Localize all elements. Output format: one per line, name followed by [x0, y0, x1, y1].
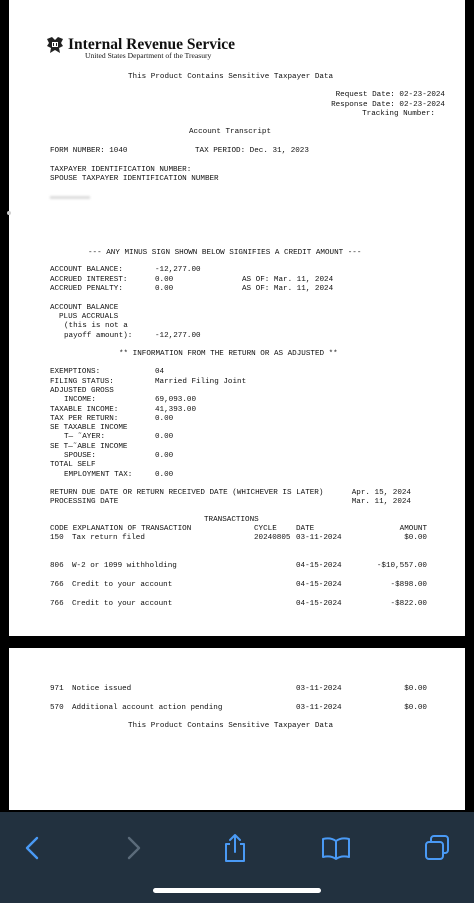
row-explanation: W-2 or 1099 withholding [72, 562, 177, 570]
accrued-interest-asof: AS OF: Mar. 11, 2024 [242, 276, 334, 284]
transcript-title: Account Transcript [189, 128, 272, 136]
browser-toolbar [0, 812, 474, 903]
request-date: Request Date: 02-23-2024 [335, 91, 445, 99]
taxable-income-value: 41,393.00 [155, 406, 197, 414]
department-name: United States Department of the Treasury [85, 51, 212, 60]
row-explanation: Tax return filed [72, 534, 145, 542]
row-amount: $0.00 [404, 685, 427, 693]
se-taxable-label-2: T— ˜AYER: [64, 433, 106, 441]
sensitive-notice: This Product Contains Sensitive Taxpayer Data [128, 73, 334, 81]
accrued-penalty-asof: AS OF: Mar. 11, 2024 [242, 285, 334, 293]
row-code: 806 [50, 562, 64, 570]
due-date-value: Apr. 15, 2024 [351, 489, 411, 497]
irs-eagle-logo [45, 36, 65, 54]
total-self-label-1: TOTAL SELF [50, 461, 96, 469]
transactions-title: TRANSACTIONS [204, 516, 259, 524]
row-amount: -$898.00 [390, 581, 427, 589]
tax-period: TAX PERIOD: Dec. 31, 2023 [195, 147, 309, 155]
col-code-explanation: CODE EXPLANATION OF TRANSACTION [50, 525, 192, 533]
agency-name: Internal Revenue Service [68, 36, 236, 53]
transcript-page-1 [9, 0, 465, 636]
accrued-interest-value: 0.00 [155, 276, 174, 284]
chevron-left-icon [22, 835, 42, 861]
filing-status-label: FILING STATUS: [50, 378, 114, 386]
tabs-button[interactable] [417, 828, 457, 868]
tracking-number: Tracking Number: [362, 110, 435, 118]
form-number: FORM NUMBER: 1040 [50, 147, 128, 155]
tabs-icon [423, 834, 451, 862]
row-date: 03-11-2024 [296, 685, 342, 693]
row-code: 971 [50, 685, 64, 693]
book-icon [321, 836, 351, 860]
share-icon [222, 833, 248, 863]
row-code: 766 [50, 600, 64, 608]
spouse-tin-label: SPOUSE TAXPAYER IDENTIFICATION NUMBER [50, 175, 219, 183]
transcript-page-2 [9, 648, 465, 810]
row-explanation: Credit to your account [72, 581, 173, 589]
account-balance-value: -12,277.00 [155, 266, 201, 274]
balance-plus-value: -12,277.00 [155, 332, 201, 340]
agi-label-1: ADJUSTED GROSS [50, 387, 114, 395]
row-explanation: Additional account action pending [72, 704, 223, 712]
se-taxable-label-1: SE TAXABLE INCOME [50, 424, 128, 432]
balance-plus-label-3: (this is not a [64, 322, 128, 330]
accrued-penalty-label: ACCRUED PENALTY: [50, 285, 123, 293]
row-amount: $0.00 [404, 704, 427, 712]
taxable-income-label: TAXABLE INCOME: [50, 406, 119, 414]
balance-plus-label-1: ACCOUNT BALANCE [50, 304, 119, 312]
col-amount: AMOUNT [399, 525, 427, 533]
row-date: 04-15-2024 [296, 562, 342, 570]
exemptions-label: EXEMPTIONS: [50, 368, 101, 376]
row-amount: -$822.00 [390, 600, 427, 608]
row-explanation: Notice issued [72, 685, 132, 693]
row-amount: -$10,557.00 [376, 562, 427, 570]
total-self-value: 0.00 [155, 471, 174, 479]
share-button[interactable] [215, 828, 255, 868]
row-date: 04-15-2024 [296, 581, 342, 589]
tin-label: TAXPAYER IDENTIFICATION NUMBER: [50, 166, 192, 174]
back-button[interactable] [12, 828, 52, 868]
row-explanation: Credit to your account [72, 600, 173, 608]
scroll-dot [7, 211, 11, 215]
due-date-label: RETURN DUE DATE OR RETURN RECEIVED DATE (WHICHEVER IS LATER) [50, 489, 324, 497]
se-spouse-label-2: SPOUSE: [64, 452, 96, 460]
row-code: 766 [50, 581, 64, 589]
balance-plus-label-2: PLUS ACCRUALS [59, 313, 119, 321]
row-date: 03-11-2024 [296, 704, 342, 712]
processing-value: Mar. 11, 2024 [351, 498, 411, 506]
tax-per-return-value: 0.00 [155, 415, 174, 423]
account-balance-label: ACCOUNT BALANCE: [50, 266, 123, 274]
agi-value: 69,093.00 [155, 396, 197, 404]
return-info-heading: ** INFORMATION FROM THE RETURN OR AS ADJUSTED ** [119, 350, 338, 358]
home-indicator [153, 888, 321, 893]
accrued-penalty-value: 0.00 [155, 285, 174, 293]
bookmarks-button[interactable] [316, 828, 356, 868]
se-spouse-value: 0.00 [155, 452, 174, 460]
agi-label-2: INCOME: [64, 396, 96, 404]
response-date: Response Date: 02-23-2024 [331, 101, 445, 109]
row-amount: $0.00 [404, 534, 427, 542]
filing-status-value: Married Filing Joint [155, 378, 247, 386]
redaction [50, 196, 90, 199]
row-code: 570 [50, 704, 64, 712]
exemptions-value: 04 [155, 368, 165, 376]
minus-sign-notice: --- ANY MINUS SIGN SHOWN BELOW SIGNIFIES A CREDIT AMOUNT --- [88, 249, 362, 257]
balance-plus-label-4: payoff amount): [64, 332, 133, 340]
col-date: DATE [296, 525, 315, 533]
col-cycle: CYCLE [254, 525, 277, 533]
row-date: 04-15-2024 [296, 600, 342, 608]
se-taxable-value: 0.00 [155, 433, 174, 441]
accrued-interest-label: ACCRUED INTEREST: [50, 276, 128, 284]
se-spouse-label-1: SE T—˜ABLE INCOME [50, 443, 128, 451]
sensitive-notice-footer: This Product Contains Sensitive Taxpayer Data [128, 722, 334, 730]
total-self-label-2: EMPLOYMENT TAX: [64, 471, 133, 479]
chevron-right-icon [124, 835, 144, 861]
forward-button[interactable] [114, 828, 154, 868]
row-cycle: 20240805 [254, 534, 291, 542]
row-code: 150 [50, 534, 64, 542]
processing-label: PROCESSING DATE [50, 498, 119, 506]
tax-per-return-label: TAX PER RETURN: [50, 415, 119, 423]
row-date: 03-11-2024 [296, 534, 342, 542]
